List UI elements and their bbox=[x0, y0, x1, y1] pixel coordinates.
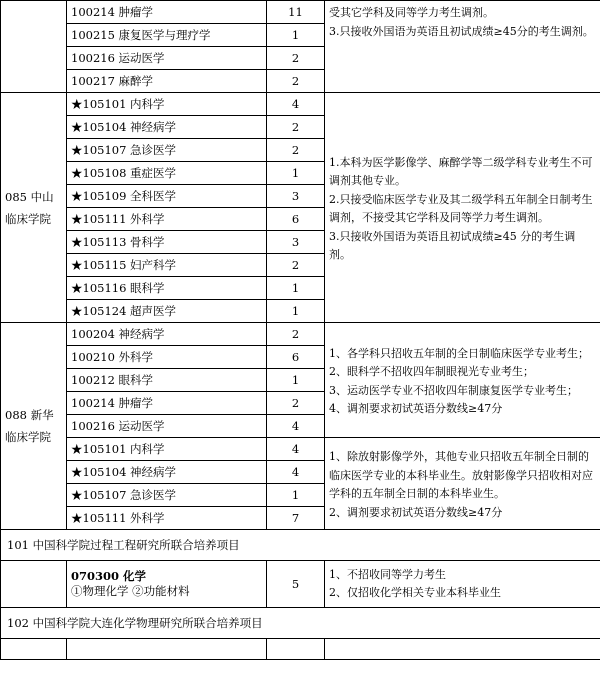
notes-cell bbox=[325, 93, 600, 323]
note-line: 3.只接收外国语为英语且初试成绩≥45 分的考生调剂。 bbox=[329, 229, 576, 261]
program-cell: ★105108 重症医学 bbox=[67, 162, 267, 185]
note-line: 1、各学科只招收五年制的全日制临床医学专业考生； bbox=[329, 346, 589, 360]
program-cell: ★105113 骨科学 bbox=[67, 231, 267, 254]
quota-cell: 3 bbox=[267, 231, 325, 254]
unit-cell bbox=[1, 639, 67, 660]
note-line: 3.只接收外国语为英语且初试成绩≥45分的考生调剂。 bbox=[329, 24, 594, 38]
notes-cell bbox=[325, 561, 600, 608]
table-row bbox=[1, 93, 600, 116]
research-directions: ①物理化学 ②功能材料 bbox=[71, 584, 190, 598]
quota-cell: 2 bbox=[267, 70, 325, 93]
table-row bbox=[1, 1, 600, 24]
quota-cell: 5 bbox=[267, 561, 325, 608]
program-cell: 100212 眼科学 bbox=[67, 369, 267, 392]
program-cell: ★105104 神经病学 bbox=[67, 461, 267, 484]
note-line: 2.只接受临床医学专业及其二级学科五年制全日制考生调剂，不接受其它学科及同等学力考生调剂。 bbox=[329, 192, 593, 224]
program-cell: ★105104 神经病学 bbox=[67, 116, 267, 139]
quota-cell: 1 bbox=[267, 24, 325, 47]
program-cell: 100217 麻醉学 bbox=[67, 70, 267, 93]
program-cell bbox=[67, 639, 267, 660]
program-cell: ★105101 内科学 bbox=[67, 438, 267, 461]
section-header-row bbox=[1, 530, 600, 561]
quota-cell: 4 bbox=[267, 93, 325, 116]
quota-cell: 3 bbox=[267, 185, 325, 208]
quota-cell: 7 bbox=[267, 507, 325, 530]
quota-cell: 1 bbox=[267, 277, 325, 300]
notes-cell bbox=[325, 639, 600, 660]
quota-cell: 2 bbox=[267, 323, 325, 346]
program-cell: ★105101 内科学 bbox=[67, 93, 267, 116]
quota-cell: 1 bbox=[267, 484, 325, 507]
table-row bbox=[1, 438, 600, 461]
notes-cell bbox=[325, 438, 600, 530]
program-cell: ★105115 妇产科学 bbox=[67, 254, 267, 277]
quota-cell: 6 bbox=[267, 208, 325, 231]
program-cell bbox=[67, 561, 267, 608]
unit-cell bbox=[1, 1, 67, 93]
quota-cell: 2 bbox=[267, 116, 325, 139]
quota-cell: 11 bbox=[267, 1, 325, 24]
program-code: 070300 化学 bbox=[71, 569, 147, 583]
quota-cell: 1 bbox=[267, 300, 325, 323]
program-cell: ★105111 外科学 bbox=[67, 507, 267, 530]
table-row bbox=[1, 561, 600, 608]
note-line: 2、眼科学不招收四年制眼视光专业考生； bbox=[329, 365, 534, 378]
table-row bbox=[1, 323, 600, 346]
section-title: 102 中国科学院大连化学物理研究所联合培养项目 bbox=[1, 608, 600, 639]
note-line: 1、除放射影像学外，其他专业只招收五年制全日制的临床医学专业的本科毕业生。放射影像学只招收相对应学科的五年制全日制的本科毕业生。 bbox=[329, 450, 593, 500]
section-header-row bbox=[1, 608, 600, 639]
quota-cell: 2 bbox=[267, 392, 325, 415]
quota-cell: 1 bbox=[267, 162, 325, 185]
table-row bbox=[1, 639, 600, 660]
quota-cell: 2 bbox=[267, 139, 325, 162]
quota-cell: 2 bbox=[267, 254, 325, 277]
program-cell: 100214 肿瘤学 bbox=[67, 392, 267, 415]
program-cell: 100216 运动医学 bbox=[67, 415, 267, 438]
note-line: 2、调剂要求初试英语分数线≥47分 bbox=[329, 505, 503, 519]
quota-cell bbox=[267, 639, 325, 660]
note-line: 1.本科为医学影像学、麻醉学等二级学科专业考生不可调剂其他专业。 bbox=[329, 155, 593, 187]
quota-cell: 1 bbox=[267, 369, 325, 392]
program-cell: ★105107 急诊医学 bbox=[67, 484, 267, 507]
program-cell: ★105109 全科医学 bbox=[67, 185, 267, 208]
note-line: 3、运动医学专业不招收四年制康复医学专业考生； bbox=[329, 383, 578, 397]
quota-cell: 4 bbox=[267, 438, 325, 461]
unit-name-cell: 085 中山临床学院 bbox=[1, 93, 67, 323]
quota-cell: 4 bbox=[267, 415, 325, 438]
program-cell: 100210 外科学 bbox=[67, 346, 267, 369]
notes-cell bbox=[325, 323, 600, 438]
note-line: 2、仅招收化学相关专业本科毕业生 bbox=[329, 586, 501, 599]
program-cell: 100216 运动医学 bbox=[67, 47, 267, 70]
note-line: 受其它学科及同等学力考生调剂。 bbox=[329, 6, 494, 19]
program-cell: ★105107 急诊医学 bbox=[67, 139, 267, 162]
quota-cell: 6 bbox=[267, 346, 325, 369]
program-cell: 100215 康复医学与理疗学 bbox=[67, 24, 267, 47]
program-cell: ★105124 超声医学 bbox=[67, 300, 267, 323]
quota-cell: 4 bbox=[267, 461, 325, 484]
unit-cell bbox=[1, 561, 67, 608]
notes-cell bbox=[325, 1, 600, 93]
section-title: 101 中国科学院过程工程研究所联合培养项目 bbox=[1, 530, 600, 561]
quota-cell: 2 bbox=[267, 47, 325, 70]
program-cell: ★105111 外科学 bbox=[67, 208, 267, 231]
program-cell: 100204 神经病学 bbox=[67, 323, 267, 346]
program-cell: 100214 肿瘤学 bbox=[67, 1, 267, 24]
unit-name-cell: 088 新华临床学院 bbox=[1, 323, 67, 530]
program-cell: ★105116 眼科学 bbox=[67, 277, 267, 300]
note-line: 4、调剂要求初试英语分数线≥47分 bbox=[329, 402, 503, 415]
note-line: 1、不招收同等学力考生 bbox=[329, 567, 446, 581]
